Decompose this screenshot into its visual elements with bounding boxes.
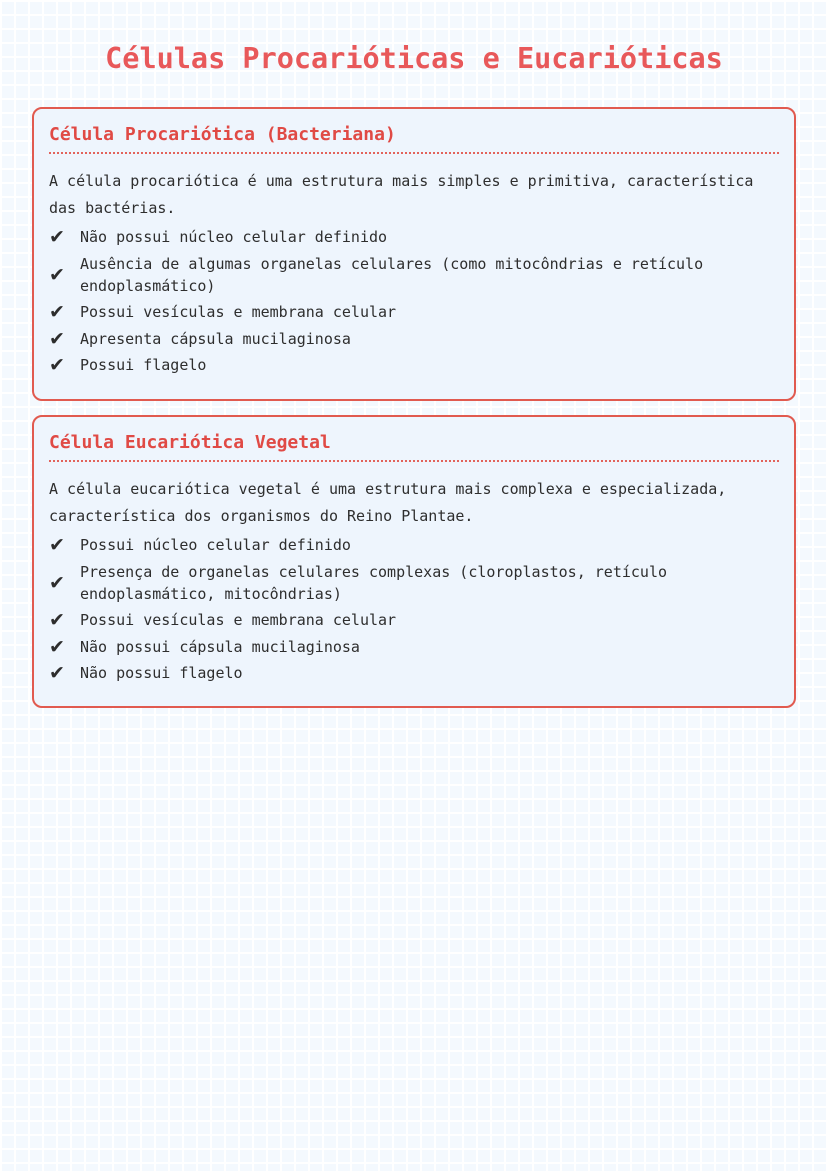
list-item [49,328,779,350]
list-item [49,301,779,323]
checkmark-icon: ✔ [49,534,65,556]
list-item-text: Possui flagelo [80,356,207,374]
page-title: Células Procarióticas e Eucarióticas [105,42,723,75]
list-item [49,636,779,658]
card-heading: Célula Procariótica (Bacteriana) [49,123,779,154]
eukaryotic-plant-cell-card [32,415,796,708]
checkmark-icon: ✔ [49,609,65,631]
checkmark-icon: ✔ [49,327,65,350]
card-description: A célula procariótica é uma estrutura mais simples e primitiva, característica das bactérias. [49,172,754,217]
list-item-text: Apresenta cápsula mucilaginosa [80,329,351,348]
checkmark-icon: ✔ [49,226,65,248]
checkmark-icon: ✔ [49,635,65,658]
list-item-text: Presença de organelas celulares complexas (cloroplastos, retículo endoplasmático, mitocôndrias) [80,562,667,603]
card-heading: Célula Eucariótica Vegetal [49,431,779,462]
list-item-text: Não possui núcleo celular definido [80,228,388,246]
checkmark-icon: ✔ [49,571,65,594]
checkmark-icon: ✔ [49,662,65,684]
list-item-text: Possui núcleo celular definido [80,536,351,554]
list-item [49,609,779,631]
checkmark-icon: ✔ [49,354,65,376]
feature-list [49,534,779,684]
list-item [49,226,779,248]
card-description: A célula eucariótica vegetal é uma estrutura mais complexa e especializada, característica dos organismos do Reino Plantae. [49,480,727,525]
list-item [49,662,779,684]
list-item-text: Ausência de algumas organelas celulares (como mitocôndrias e retículo endoplasmático) [80,254,704,295]
prokaryotic-cell-card [32,107,796,401]
list-item [49,561,779,605]
list-item-text: Possui vesículas e membrana celular [80,611,397,629]
list-item-text: Possui vesículas e membrana celular [80,303,397,321]
list-item-text: Não possui cápsula mucilaginosa [80,637,360,656]
checkmark-icon: ✔ [49,301,65,323]
list-item [49,354,779,376]
list-item [49,534,779,556]
feature-list [49,226,779,376]
list-item [49,253,779,297]
checkmark-icon: ✔ [49,263,65,286]
list-item-text: Não possui flagelo [80,664,243,682]
